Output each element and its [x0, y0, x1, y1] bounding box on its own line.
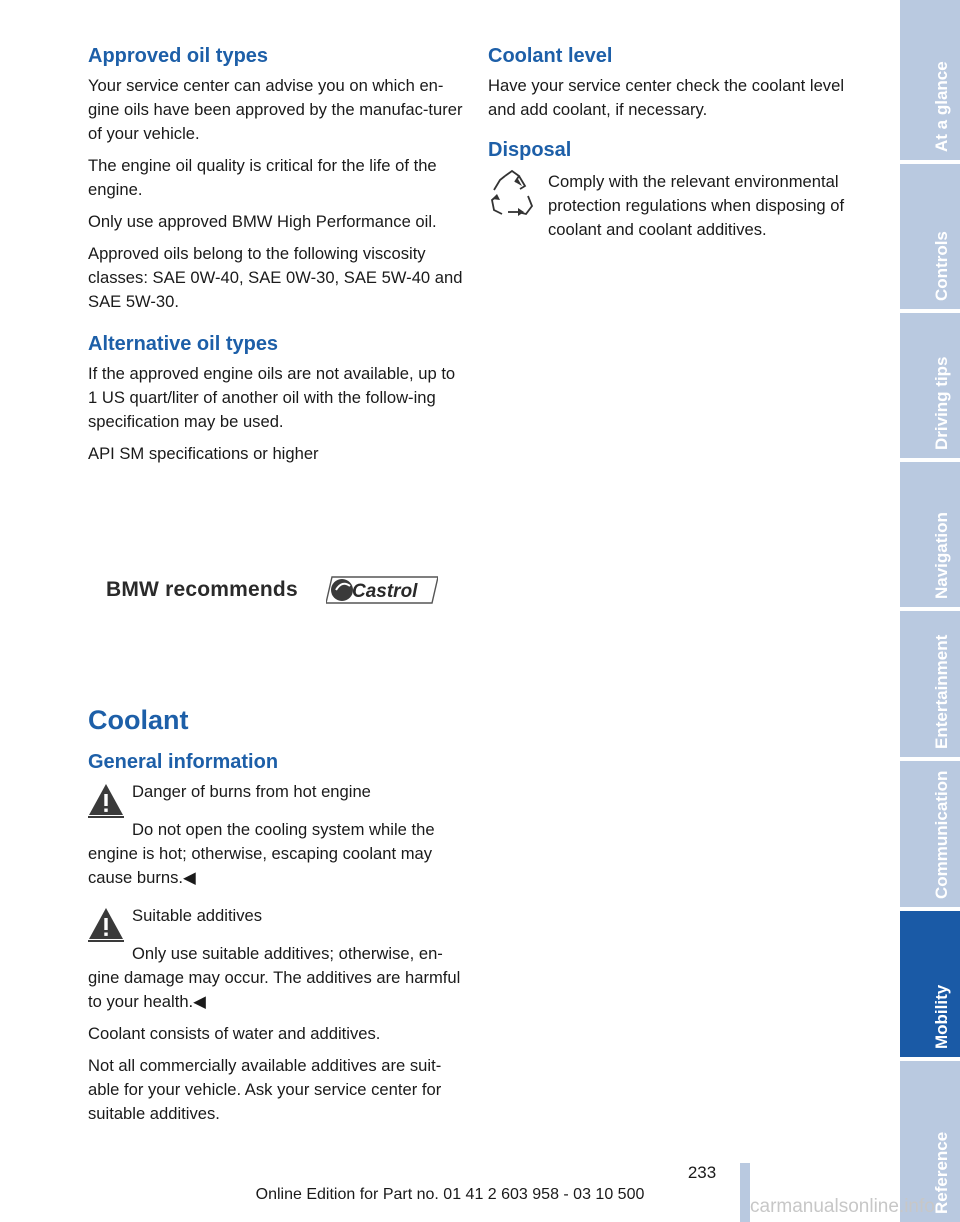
approved-oil-text-1: Your service center can advise you on which en-gine oils have been approved by the manufac-turer of your vehicle.: [88, 76, 463, 143]
bmw-recommends-castrol: [88, 576, 464, 636]
recycle-icon: [488, 168, 536, 220]
disposal-text: Comply with the relevant environmental protection regulations when disposing of coolant and coolant additives.: [548, 172, 845, 239]
left-column: [88, 44, 464, 1134]
tab-driving-tips[interactable]: [900, 313, 960, 458]
warning-hot-engine-title: Danger of burns from hot engine: [132, 782, 371, 801]
warning-triangle-icon: [88, 906, 124, 942]
coolant-text-1: Coolant consists of water and additives.: [88, 1024, 381, 1043]
warning-hot-engine: [88, 780, 464, 818]
warning-triangle-icon: [88, 782, 124, 818]
tab-label: Entertainment: [932, 634, 951, 749]
tab-label: Navigation: [932, 512, 951, 599]
coolant-level-heading: Coolant level: [488, 45, 613, 67]
warning-additives-text: Only use suitable additives; otherwise, en-gine damage may occur. The additives are harmful to your health.◀: [88, 944, 461, 1011]
edition-footer: Online Edition for Part no. 01 41 2 603 958 - 03 10 500: [255, 1186, 645, 1203]
approved-oil-text-2: The engine oil quality is critical for the life of the engine.: [88, 156, 437, 199]
page-number: 233: [687, 1163, 717, 1182]
coolant-text-2: Not all commercially available additives are suit-able for your vehicle. Ask your service center for suitable additives.: [88, 1056, 442, 1123]
approved-oil-text-4: Approved oils belong to the following viscosity classes: SAE 0W-40, SAE 0W-30, SAE 5W-40 and SAE 5W-30.: [88, 244, 463, 311]
disposal-heading: Disposal: [488, 139, 572, 161]
general-information-heading: General information: [88, 751, 279, 773]
tab-navigation[interactable]: [900, 462, 960, 607]
tab-label: Reference: [932, 1131, 951, 1214]
right-column: [488, 44, 864, 250]
section-tabs: [900, 0, 960, 1222]
tab-controls[interactable]: [900, 164, 960, 309]
castrol-logo-icon: [326, 575, 438, 605]
tab-entertainment[interactable]: [900, 611, 960, 757]
approved-oil-heading: Approved oil types: [88, 45, 269, 67]
tab-communication[interactable]: [900, 761, 960, 907]
alternative-oil-text-1: If the approved engine oils are not available, up to 1 US quart/liter of another oil with the follow-ing specification may be used.: [88, 364, 456, 431]
tab-label: Communication: [932, 770, 951, 899]
warning-additives: [88, 904, 464, 942]
tab-label: Mobility: [932, 984, 951, 1049]
tab-label: At a glance: [932, 61, 951, 152]
tab-label: Driving tips: [932, 356, 951, 450]
disposal-note: [488, 168, 864, 250]
tab-mobility[interactable]: [900, 911, 960, 1057]
alternative-oil-heading: Alternative oil types: [88, 333, 279, 355]
approved-oil-text-3: Only use approved BMW High Performance oil.: [88, 212, 437, 231]
bmw-recommends-text: BMW recommends: [106, 578, 298, 601]
coolant-level-text: Have your service center check the coolant level and add coolant, if necessary.: [488, 76, 845, 119]
watermark: carmanualsonline.info: [750, 1196, 935, 1217]
warning-hot-engine-text: Do not open the cooling system while the engine is hot; otherwise, escaping coolant may cause burns.◀: [88, 820, 435, 887]
tab-label: Controls: [932, 231, 951, 301]
warning-additives-title: Suitable additives: [132, 906, 263, 925]
svg-text:Castrol: Castrol: [352, 581, 418, 602]
tab-at-a-glance[interactable]: [900, 0, 960, 160]
coolant-title: Coolant: [88, 705, 189, 735]
alternative-oil-text-2: API SM specifications or higher: [88, 444, 319, 463]
